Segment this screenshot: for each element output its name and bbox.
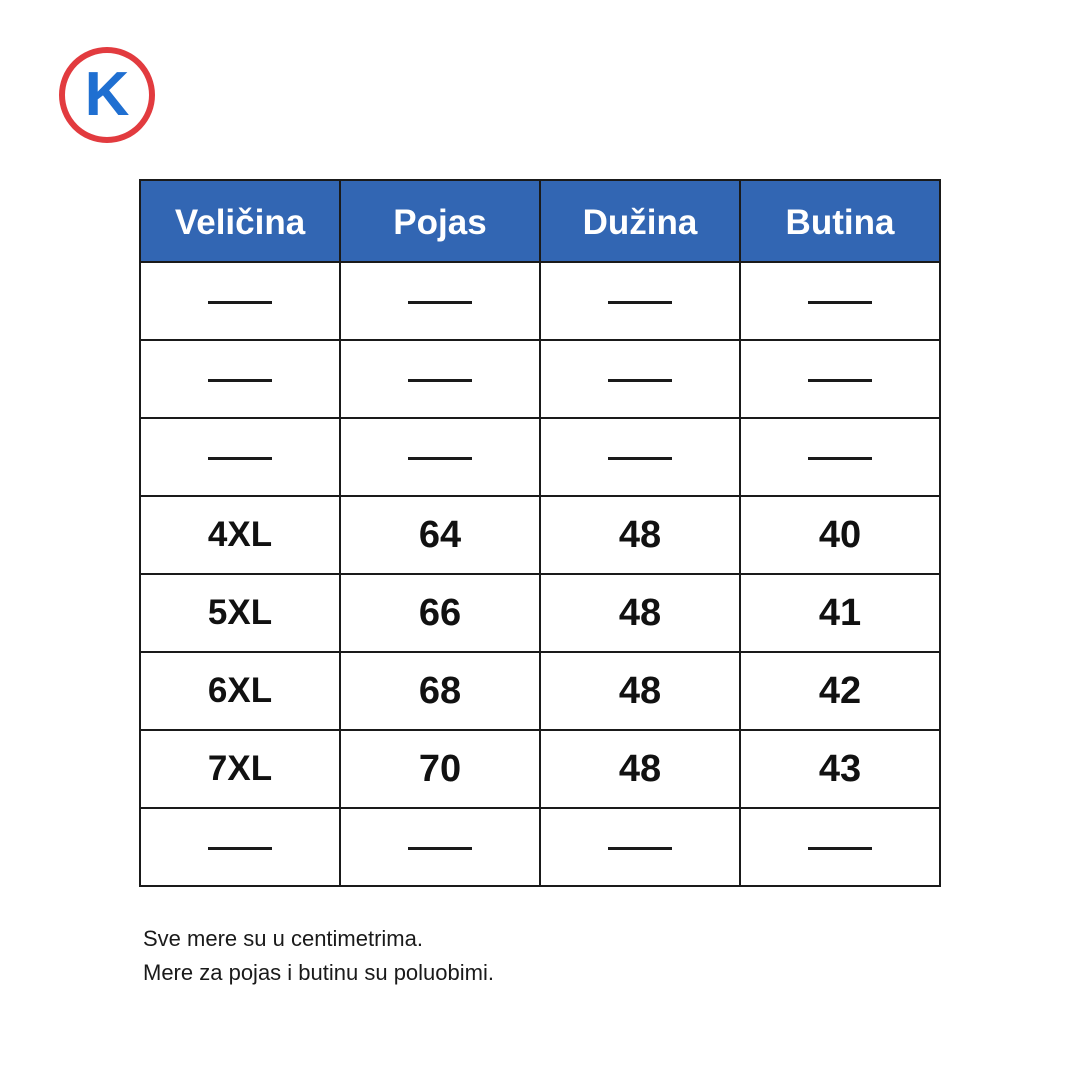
note-units: Sve mere su u centimetrima. bbox=[143, 926, 423, 951]
brand-logo bbox=[57, 45, 157, 145]
cell-duzina: 48 bbox=[540, 574, 740, 652]
cell-pojas bbox=[340, 418, 540, 496]
cell-pojas bbox=[340, 262, 540, 340]
cell-pojas bbox=[340, 340, 540, 418]
empty-dash bbox=[408, 847, 472, 850]
cell-duzina: 48 bbox=[540, 496, 740, 574]
cell-velicina: 7XL bbox=[140, 730, 340, 808]
logo-letter: K bbox=[84, 60, 130, 129]
empty-dash bbox=[808, 379, 872, 382]
cell-butina: 40 bbox=[740, 496, 940, 574]
table-row bbox=[140, 262, 940, 340]
cell-pojas: 68 bbox=[340, 652, 540, 730]
empty-dash bbox=[208, 301, 272, 304]
empty-dash bbox=[408, 301, 472, 304]
cell-butina bbox=[740, 808, 940, 886]
table-row bbox=[140, 730, 940, 808]
cell-butina: 41 bbox=[740, 574, 940, 652]
cell-duzina bbox=[540, 340, 740, 418]
cell-velicina: 4XL bbox=[140, 496, 340, 574]
cell-velicina: 6XL bbox=[140, 652, 340, 730]
cell-butina bbox=[740, 340, 940, 418]
empty-dash bbox=[808, 457, 872, 460]
note-half-circumference: Mere za pojas i butinu su poluobimi. bbox=[143, 960, 494, 985]
header-butina: Butina bbox=[740, 180, 940, 262]
table-row bbox=[140, 340, 940, 418]
cell-duzina bbox=[540, 418, 740, 496]
cell-butina bbox=[740, 262, 940, 340]
cell-butina: 43 bbox=[740, 730, 940, 808]
cell-pojas: 66 bbox=[340, 574, 540, 652]
empty-dash bbox=[408, 457, 472, 460]
cell-butina: 42 bbox=[740, 652, 940, 730]
cell-duzina: 48 bbox=[540, 652, 740, 730]
table-header-row bbox=[140, 180, 940, 262]
cell-pojas: 70 bbox=[340, 730, 540, 808]
empty-dash bbox=[608, 847, 672, 850]
empty-dash bbox=[808, 301, 872, 304]
notes bbox=[143, 922, 494, 990]
empty-dash bbox=[608, 457, 672, 460]
empty-dash bbox=[208, 379, 272, 382]
empty-dash bbox=[208, 457, 272, 460]
cell-duzina bbox=[540, 262, 740, 340]
cell-velicina: 5XL bbox=[140, 574, 340, 652]
empty-dash bbox=[608, 301, 672, 304]
table-row bbox=[140, 418, 940, 496]
cell-velicina bbox=[140, 808, 340, 886]
header-duzina: Dužina bbox=[540, 180, 740, 262]
table-row bbox=[140, 808, 940, 886]
header-pojas: Pojas bbox=[340, 180, 540, 262]
cell-velicina bbox=[140, 262, 340, 340]
empty-dash bbox=[608, 379, 672, 382]
table-row bbox=[140, 574, 940, 652]
cell-butina bbox=[740, 418, 940, 496]
cell-pojas bbox=[340, 808, 540, 886]
empty-dash bbox=[808, 847, 872, 850]
table-row bbox=[140, 652, 940, 730]
size-chart-table bbox=[139, 179, 941, 887]
cell-pojas: 64 bbox=[340, 496, 540, 574]
cell-velicina bbox=[140, 418, 340, 496]
empty-dash bbox=[208, 847, 272, 850]
empty-dash bbox=[408, 379, 472, 382]
cell-duzina bbox=[540, 808, 740, 886]
table-row bbox=[140, 496, 940, 574]
cell-duzina: 48 bbox=[540, 730, 740, 808]
cell-velicina bbox=[140, 340, 340, 418]
header-velicina: Veličina bbox=[140, 180, 340, 262]
